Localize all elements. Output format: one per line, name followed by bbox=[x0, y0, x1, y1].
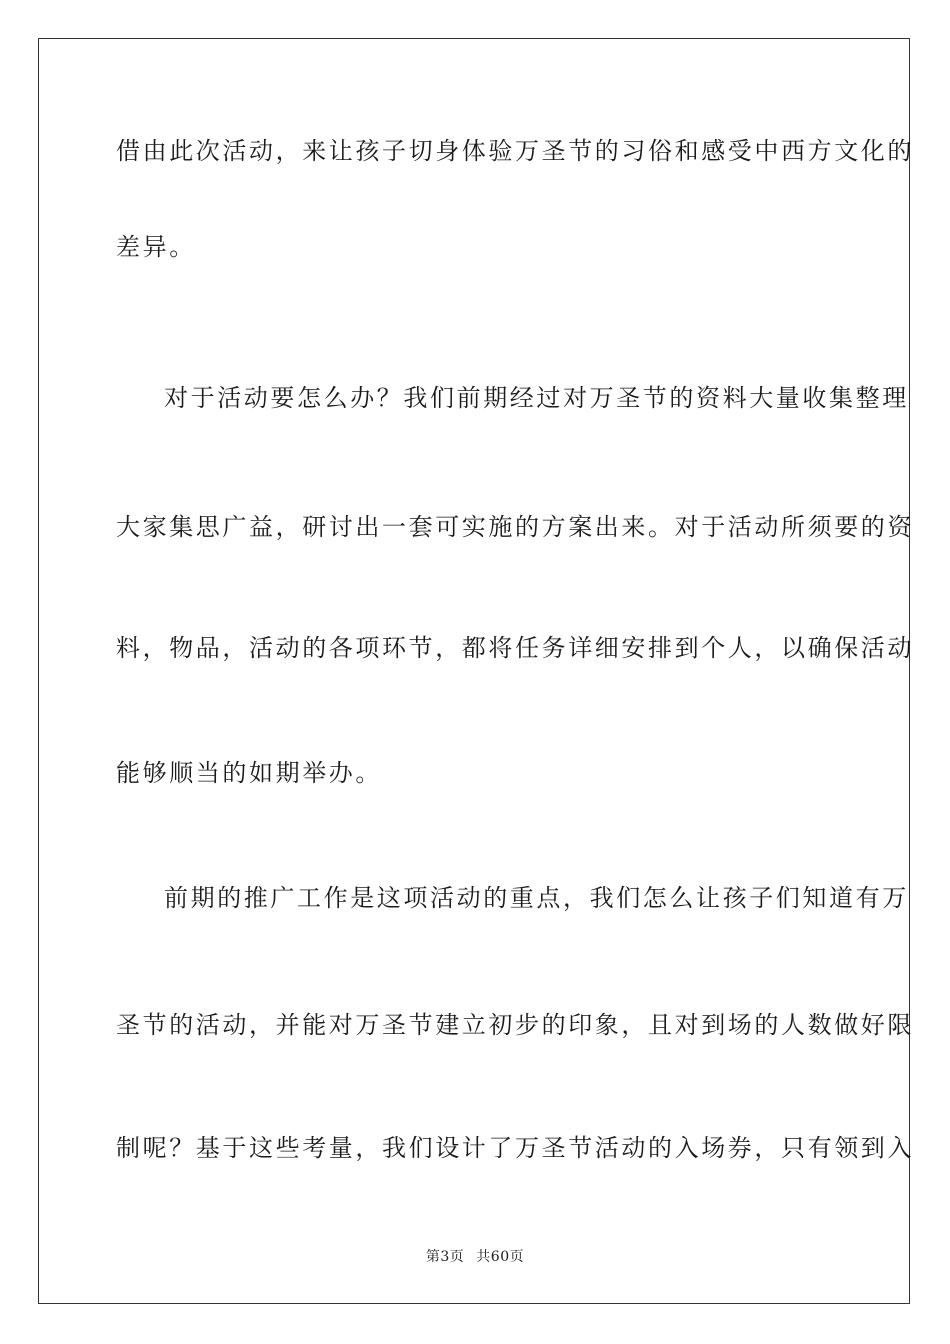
paragraph-first-line: 对于活动要怎么办？我们前期经过对万圣节的资料大量收集整理 bbox=[164, 384, 909, 412]
text-line: 大家集思广益，研讨出一套可实施的方案出来。对于活动所须要的资 bbox=[116, 513, 914, 541]
text-line: 圣节的活动，并能对万圣节建立初步的印象，且对到场的人数做好限 bbox=[116, 1011, 914, 1039]
total-pages: 共60页 bbox=[476, 1249, 525, 1265]
page-border bbox=[38, 38, 910, 1304]
page-footer bbox=[0, 1248, 950, 1266]
text-line: 借由此次活动，来让孩子切身体验万圣节的习俗和感受中西方文化的 bbox=[116, 137, 914, 165]
text-line: 能够顺当的如期举办。 bbox=[116, 759, 382, 787]
text-line: 料，物品，活动的各项环节，都将任务详细安排到个人，以确保活动 bbox=[116, 634, 914, 662]
text-line: 差异。 bbox=[116, 233, 196, 261]
page-number: 第3页 bbox=[425, 1249, 465, 1265]
paragraph-first-line: 前期的推广工作是这项活动的重点，我们怎么让孩子们知道有万 bbox=[164, 884, 909, 912]
text-line: 制呢？基于这些考量，我们设计了万圣节活动的入场券，只有领到入 bbox=[116, 1134, 914, 1162]
